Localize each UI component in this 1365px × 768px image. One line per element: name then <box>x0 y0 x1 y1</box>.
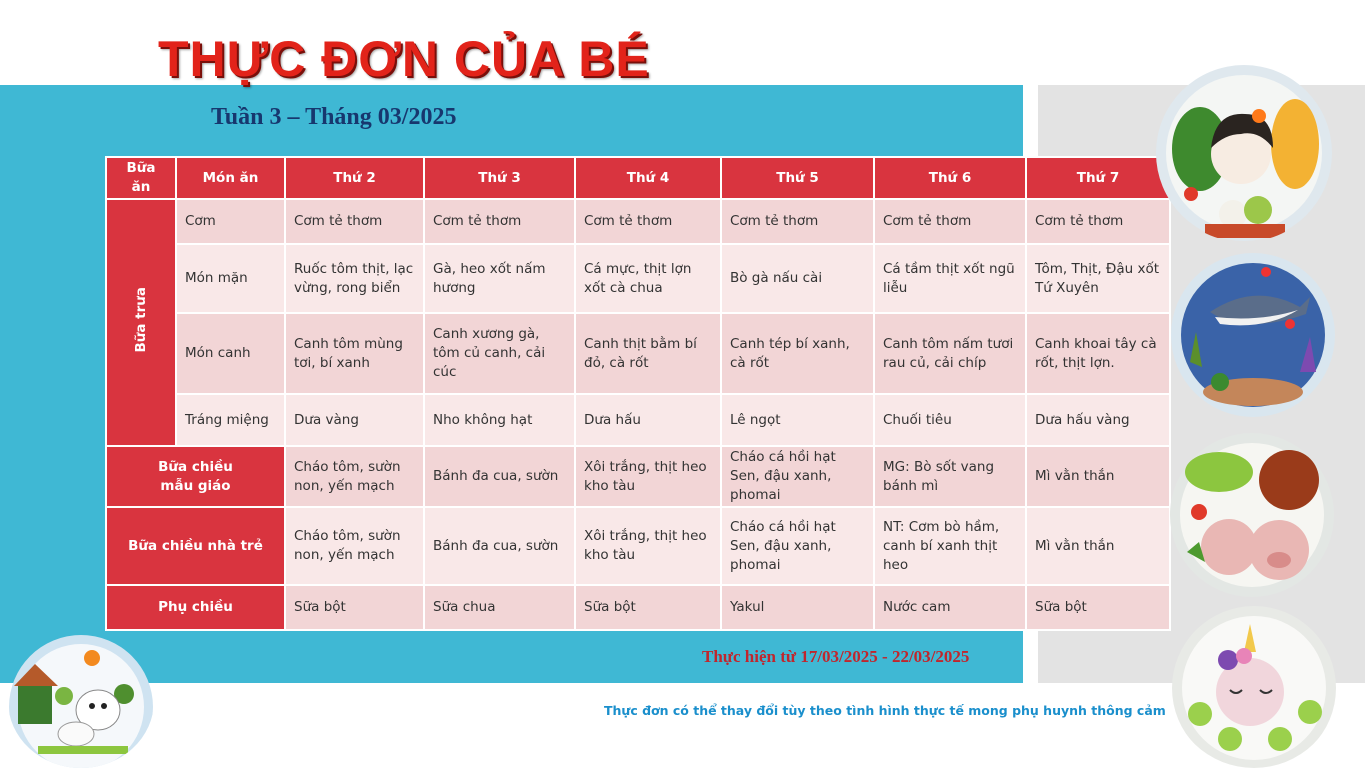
menu-cell: Cơm tẻ thơm <box>285 199 424 244</box>
menu-cell: Canh xương gà, tôm củ canh, cải cúc <box>424 313 575 394</box>
menu-cell: Xôi trắng, thịt heo kho tàu <box>575 507 721 585</box>
menu-cell: Chuối tiêu <box>874 394 1026 446</box>
menu-cell: Sữa chua <box>424 585 575 630</box>
menu-table <box>105 156 1171 631</box>
menu-cell: Mì vằn thắn <box>1026 507 1170 585</box>
menu-cell: Cơm tẻ thơm <box>575 199 721 244</box>
header-thursday: Thứ 5 <box>721 157 874 199</box>
header-meal: Bữa ăn <box>106 157 176 199</box>
menu-cell: Xôi trắng, thịt heo kho tàu <box>575 446 721 507</box>
page-title: THỰC ĐƠN CỦA BÉ <box>158 31 650 87</box>
menu-cell: Sữa bột <box>575 585 721 630</box>
unicorn-food-plate <box>1170 604 1338 768</box>
header-dish: Món ăn <box>176 157 285 199</box>
menu-cell: Bò gà nấu cài <box>721 244 874 313</box>
dog-house-food-plate <box>8 634 154 768</box>
menu-cell: Dưa vàng <box>285 394 424 446</box>
table-row <box>106 446 1170 507</box>
header-wednesday: Thứ 4 <box>575 157 721 199</box>
dish-label: Cơm <box>176 199 285 244</box>
menu-cell: Cơm tẻ thơm <box>874 199 1026 244</box>
menu-cell: Mì vằn thắn <box>1026 446 1170 507</box>
header-saturday: Thứ 7 <box>1026 157 1170 199</box>
table-header-row <box>106 157 1170 199</box>
menu-cell: Tôm, Thịt, Đậu xốt Tứ Xuyên <box>1026 244 1170 313</box>
dish-label: Món canh <box>176 313 285 394</box>
menu-cell: Dưa hấu <box>575 394 721 446</box>
menu-cell: Cá tầm thịt xốt ngũ liễu <box>874 244 1026 313</box>
header-monday: Thứ 2 <box>285 157 424 199</box>
table-row <box>106 313 1170 394</box>
menu-cell: Cá mực, thịt lợn xốt cà chua <box>575 244 721 313</box>
menu-cell: Nước cam <box>874 585 1026 630</box>
lunch-label: Bữa trưa <box>132 286 149 353</box>
menu-cell: Cháo tôm, sườn non, yến mạch <box>285 507 424 585</box>
menu-cell: Sữa bột <box>1026 585 1170 630</box>
header-friday: Thứ 6 <box>874 157 1026 199</box>
table-row <box>106 394 1170 446</box>
menu-cell: Canh khoai tây cà rốt, thịt lợn. <box>1026 313 1170 394</box>
snack-label: Phụ chiều <box>106 585 285 630</box>
menu-cell: Cháo cá hồi hạt Sen, đậu xanh, phomai <box>721 507 874 585</box>
lunch-label-cell <box>106 199 176 446</box>
menu-cell: Cơm tẻ thơm <box>1026 199 1170 244</box>
menu-cell: Cơm tẻ thơm <box>721 199 874 244</box>
menu-cell: Cháo tôm, sườn non, yến mạch <box>285 446 424 507</box>
table-row <box>106 585 1170 630</box>
menu-cell: Cơm tẻ thơm <box>424 199 575 244</box>
menu-cell: Canh thịt bằm bí đỏ, cà rốt <box>575 313 721 394</box>
menu-cell: MG: Bò sốt vang bánh mì <box>874 446 1026 507</box>
menu-cell: NT: Cơm bò hầm, canh bí xanh thịt heo <box>874 507 1026 585</box>
menu-cell: Bánh đa cua, sườn <box>424 507 575 585</box>
table-row <box>106 507 1170 585</box>
table-row <box>106 199 1170 244</box>
menu-cell: Cháo cá hồi hạt Sen, đậu xanh, phomai <box>721 446 874 507</box>
dish-label: Tráng miệng <box>176 394 285 446</box>
shark-ocean-food-plate <box>1170 252 1336 418</box>
dish-label: Món mặn <box>176 244 285 313</box>
date-range: Thực hiện từ 17/03/2025 - 22/03/2025 <box>702 647 970 666</box>
menu-cell: Canh tôm nấm tươi rau củ, cải chíp <box>874 313 1026 394</box>
pig-rice-food-plate <box>1169 432 1335 598</box>
girl-face-food-plate <box>1155 64 1333 242</box>
menu-cell: Yakul <box>721 585 874 630</box>
menu-cell: Lê ngọt <box>721 394 874 446</box>
menu-cell: Canh tép bí xanh, cà rốt <box>721 313 874 394</box>
menu-cell: Ruốc tôm thịt, lạc vừng, rong biển <box>285 244 424 313</box>
disclaimer-note: Thực đơn có thể thay đổi tùy theo tình hình thực tế mong phụ huynh thông cảm <box>604 703 1166 718</box>
kindergarten-afternoon-label: Bữa chiều mẫu giáo <box>106 446 285 507</box>
menu-cell: Gà, heo xốt nấm hương <box>424 244 575 313</box>
menu-cell: Bánh đa cua, sườn <box>424 446 575 507</box>
menu-cell: Canh tôm mùng tơi, bí xanh <box>285 313 424 394</box>
header-tuesday: Thứ 3 <box>424 157 575 199</box>
week-subtitle: Tuần 3 – Tháng 03/2025 <box>211 104 457 130</box>
menu-cell: Nho không hạt <box>424 394 575 446</box>
nursery-afternoon-label: Bữa chiều nhà trẻ <box>106 507 285 585</box>
menu-cell: Sữa bột <box>285 585 424 630</box>
menu-cell: Dưa hấu vàng <box>1026 394 1170 446</box>
table-row <box>106 244 1170 313</box>
